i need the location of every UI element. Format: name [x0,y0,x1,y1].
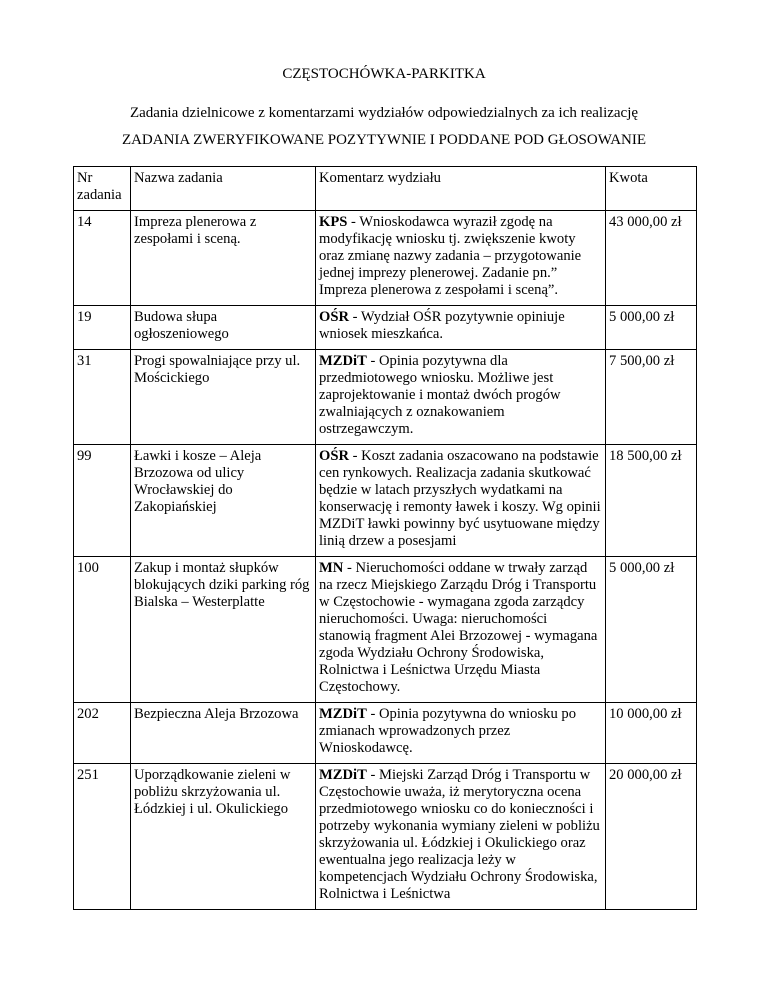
task-number: 99 [74,445,131,557]
column-header-name: Nazwa zadania [131,167,316,211]
task-name: Impreza plenerowa z zespołami i sceną. [131,211,316,306]
task-number: 202 [74,703,131,764]
task-name: Zakup i montaż słupków blokujących dziki parking róg Bialska – Westerplatte [131,557,316,703]
table-row [74,306,697,350]
table-row [74,350,697,445]
table-row [74,445,697,557]
task-name: Bezpieczna Aleja Brzozowa [131,703,316,764]
department-code: OŚR [319,309,350,325]
task-amount: 20 000,00 zł [606,764,697,910]
task-amount: 18 500,00 zł [606,445,697,557]
task-comment [316,703,606,764]
tasks-table [73,166,697,910]
table-row [74,764,697,910]
task-comment [316,445,606,557]
department-code: OŚR [319,448,350,464]
task-name: Budowa słupa ogłoszeniowego [131,306,316,350]
task-comment [316,557,606,703]
department-code: MZDiT [319,353,367,369]
comment-text: - Wnioskodawca wyraził zgodę na modyfikację wniosku tj. zwiększenie kwoty oraz zmianę nazwy zadania – przygotowanie jednej imprezy plenerowej. Zadanie pn.” Impreza plenerowa z zespołami i sceną”. [319,214,582,298]
table-row [74,703,697,764]
task-amount: 7 500,00 zł [606,350,697,445]
document-subtitle: Zadania dzielnicowe z komentarzami wydziałów odpowiedzialnych za ich realizację [129,105,639,121]
task-amount: 43 000,00 zł [606,211,697,306]
task-comment [316,350,606,445]
table-header-row [74,167,697,211]
table-row [74,211,697,306]
department-code: KPS [319,214,348,230]
department-code: MN [319,560,344,576]
task-amount: 10 000,00 zł [606,703,697,764]
table-row [74,557,697,703]
task-name: Uporządkowanie zieleni w pobliżu skrzyżowania ul. Łódzkiej i ul. Okulickiego [131,764,316,910]
department-code: MZDiT [319,706,367,722]
document-title: CZĘSTOCHÓWKA-PARKITKA [282,66,486,82]
task-amount: 5 000,00 zł [606,557,697,703]
task-amount: 5 000,00 zł [606,306,697,350]
comment-text: - Koszt zadania oszacowano na podstawie cen rynkowych. Realizacja zadania skutkować będzie w latach przyszłych wydatkami na konserwację i remonty ławek i koszy. Wg opinii MZDiT ławki powinny być usytuowane między linią drzew a posesjami [319,448,601,549]
comment-text: - Wydział OŚR pozytywnie opiniuje wniosek mieszkańca. [319,309,565,342]
task-comment [316,764,606,910]
task-number: 19 [74,306,131,350]
task-number: 31 [74,350,131,445]
department-code: MZDiT [319,767,367,783]
task-comment [316,211,606,306]
task-number: 100 [74,557,131,703]
comment-text: - Opinia pozytywna do wniosku po zmianach wprowadzonych przez Wnioskodawcę. [319,706,576,756]
comment-text: - Nieruchomości oddane w trwały zarząd na rzecz Miejskiego Zarządu Dróg i Transportu w Częstochowie - wymagana zgoda zarządcy nieruchomości. Uwaga: nieruchomości stanowią fragment Alei Brzozowej - wymagana zgoda Wydziału Ochrony Środowiska, Rolnictwa i Leśnictwa Urzędu Miasta Częstochowy. [319,560,598,695]
comment-text: - Opinia pozytywna dla przedmiotowego wniosku. Możliwe jest zaprojektowanie i montaż dwóch progów zwalniających z oznakowaniem ostrzegawczym. [319,353,561,437]
column-header-nr: Nr zadania [74,167,131,211]
section-heading: ZADANIA ZWERYFIKOWANE POZYTYWNIE I PODDANE POD GŁOSOWANIE [121,132,647,148]
task-name: Progi spowalniające przy ul. Mościckiego [131,350,316,445]
task-number: 251 [74,764,131,910]
task-number: 14 [74,211,131,306]
task-name: Ławki i kosze – Aleja Brzozowa od ulicy Wrocławskiej do Zakopiańskiej [131,445,316,557]
comment-text: - Miejski Zarząd Dróg i Transportu w Częstochowie uważa, iż merytoryczna ocena przedmiotowego wniosku co do konieczności i potrzeby wykonania wymiany zieleni w pobliżu skrzyżowania ul. Łódzkiej i Okulickiego oraz ewentualna jego realizacja leży w kompetencjach Wydziału Ochrony Środowiska, Rolnictwa i Leśnictwa [319,767,600,902]
column-header-amount: Kwota [606,167,697,211]
column-header-comment: Komentarz wydziału [316,167,606,211]
task-comment [316,306,606,350]
